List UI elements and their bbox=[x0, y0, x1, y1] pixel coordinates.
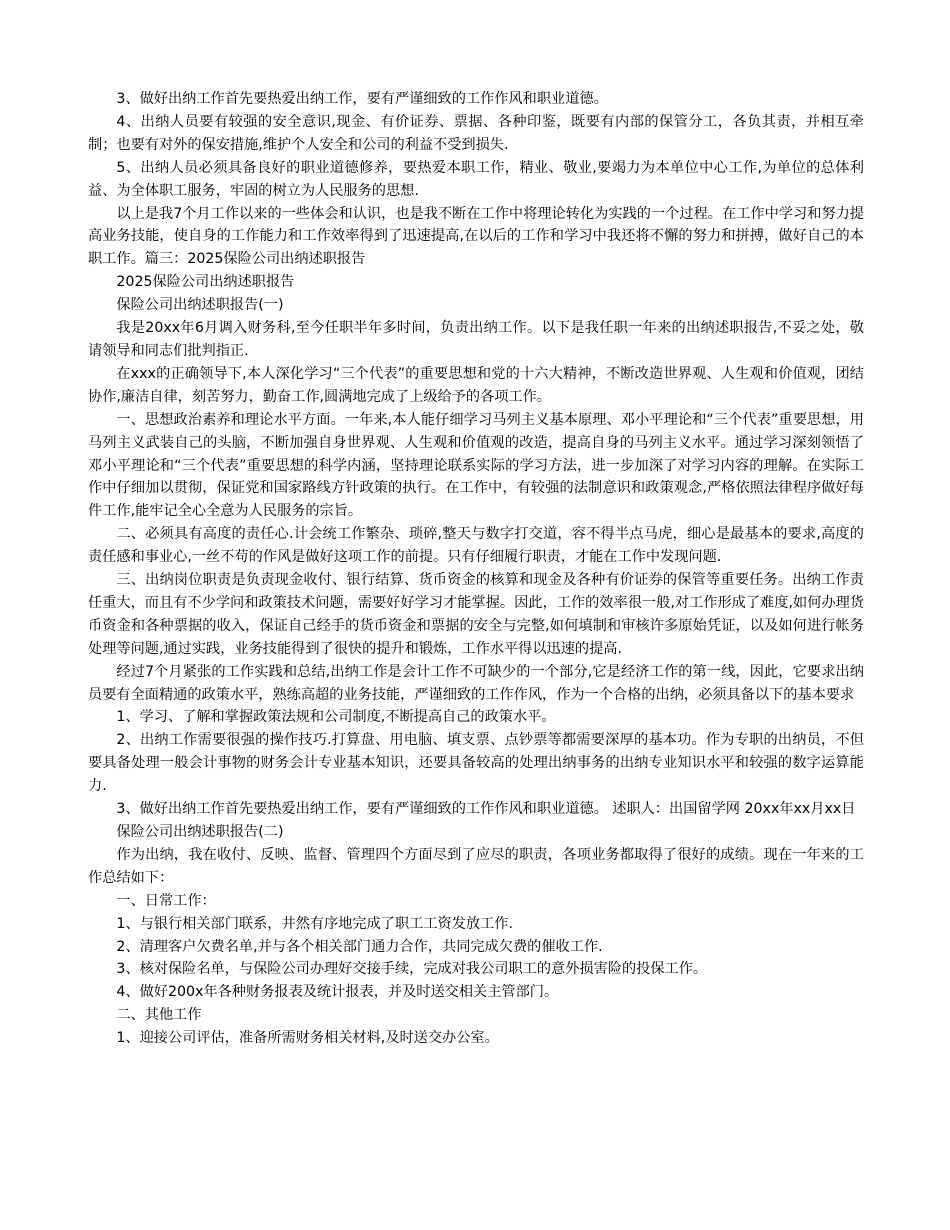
list-item: 1、学习、了解和掌握政策法规和公司制度,不断提高自己的政策水平。 bbox=[116, 709, 556, 726]
list-item: 2、出纳工作需要很强的操作技巧.打算盘、用电脑、填支票、点钞票等都需要深厚的基本功。作为专职的出纳员，不但要具备处理一般会计事物的财务会计专业基本知识，还要具备较高的处理出纳事务的出纳专业知识水平和较强的数字运算能力. bbox=[88, 732, 864, 795]
list-item: 2、清理客户欠费名单,并与各个相关部门通力合作，共同完成欠费的催收工作. bbox=[116, 938, 603, 955]
heading: 二、其他工作 bbox=[116, 1007, 202, 1024]
heading: 一、日常工作： bbox=[116, 892, 216, 909]
section-title: 2025保险公司出纳述职报告 bbox=[116, 274, 295, 291]
paragraph: 我是20xx年6月调入财务科,至今任职半年多时间，负责出纳工作。以下是我任职一年来的出纳述职报告,不妥之处，敬请领导和同志们批判指正. bbox=[88, 320, 864, 359]
paragraph: 4、出纳人员要有较强的安全意识,现金、有价证券、票据、各种印鉴，既要有内部的保管分工，各负其责，并相互牵制；也要有对外的保安措施,维护个人安全和公司的利益不受到损失. bbox=[88, 113, 864, 153]
paragraph: 二、必须具有高度的责任心.计会统工作繁杂、琐碎,整天与数字打交道，容不得半点马虎，细心是最基本的要求,高度的责任感和事业心,一丝不苟的作风是做好这项工作的前提。只有仔细履行职责，才能在工作中发现问题. bbox=[88, 526, 864, 566]
paragraph: 经过7个月紧张的工作实践和总结,出纳工作是会计工作不可缺少的一个部分,它是经济工作的第一线，因此，它要求出纳员要有全面精通的政策水平，熟练高超的业务技能，严谨细致的工作作风，作为一个合格的出纳，必须具备以下的基本要求 bbox=[88, 663, 864, 703]
paragraph: 以上是我7个月工作以来的一些体会和认识，也是我不断在工作中将理论转化为实践的一个过程。在工作中学习和努力提高业务技能，使自身的工作能力和工作效率得到了迅速提高,在以后的工作和学习中我还将不懈的努力和拼搏，做好自己的本职工作。篇三：2025保险公司出纳述职报告 bbox=[88, 205, 864, 268]
section-subtitle: 保险公司出纳述职报告(一) bbox=[116, 297, 284, 314]
paragraph: 在xxx的正确领导下,本人深化学习“三个代表”的重要思想和党的十六大精神，不断改造世界观、人生观和价值观，团结协作,廉洁自律，刻苦努力，勤奋工作,圆满地完成了上级给予的各项工作。 bbox=[88, 365, 864, 405]
list-item: 1、迎接公司评估，准备所需财务相关材料,及时送交办公室。 bbox=[116, 1030, 499, 1047]
list-item: 3、做好出纳工作首先要热爱出纳工作，要有严谨细致的工作作风和职业道德。 述职人：出国留学网 20xx年xx月xx日 bbox=[116, 801, 856, 818]
document-body bbox=[88, 88, 864, 1050]
section-subtitle: 保险公司出纳述职报告(二) bbox=[116, 824, 284, 840]
list-item: 4、做好200x年各种财务报表及统计报表，并及时送交相关主管部门。 bbox=[116, 984, 559, 1001]
list-item: 3、核对保险名单，与保险公司办理好交接手续，完成对我公司职工的意外损害险的投保工作。 bbox=[116, 961, 708, 978]
paragraph: 3、做好出纳工作首先要热爱出纳工作，要有严谨细致的工作作风和职业道德。 bbox=[116, 91, 608, 107]
paragraph: 一、思想政治素养和理论水平方面。一年来,本人能仔细学习马列主义基本原理、邓小平理论和“三个代表”重要思想，用马列主义武装自己的头脑，不断加强自身世界观、人生观和价值观的改造，提高自身的马列主义水平。通过学习深刻领悟了邓小平理论和“三个代表”重要思想的科学内涵，坚持理论联系实际的学习方法，进一步加深了对学习内容的理解。在实际工作中仔细加以贯彻，保证党和国家路线方针政策的执行。在工作中，有较强的法制意识和政策观念,严格依照法律程序做好每件工作,能牢记全心全意为人民服务的宗旨。 bbox=[88, 411, 864, 520]
paragraph: 5、出纳人员必须具备良好的职业道德修养，要热爱本职工作，精业、敬业,要竭力为本单位中心工作,为单位的总体利益、为全体职工服务，牢固的树立为人民服务的思想. bbox=[88, 159, 864, 199]
paragraph: 作为出纳，我在收付、反映、监督、管理四个方面尽到了应尽的职责，各项业务都取得了很好的成绩。现在一年来的工作总结如下： bbox=[88, 846, 864, 886]
list-item: 1、与银行相关部门联系，井然有序地完成了职工工资发放工作. bbox=[116, 915, 513, 932]
paragraph: 三、出纳岗位职责是负责现金收付、银行结算、货币资金的核算和现金及各种有价证券的保管等重要任务。出纳工作责任重大，而且有不少学问和政策技术问题，需要好好学习才能掌握。因此，工作的效率很一般,对工作形成了难度,如何办理货币资金和各种票据的收入，保证自己经手的货币资金和票据的安全与完整,如何填制和审核许多原始凭证，以及如何进行帐务处理等问题,通过实践，业务技能得到了很快的提升和锻炼，工作水平得以迅速的提高. bbox=[88, 572, 864, 657]
